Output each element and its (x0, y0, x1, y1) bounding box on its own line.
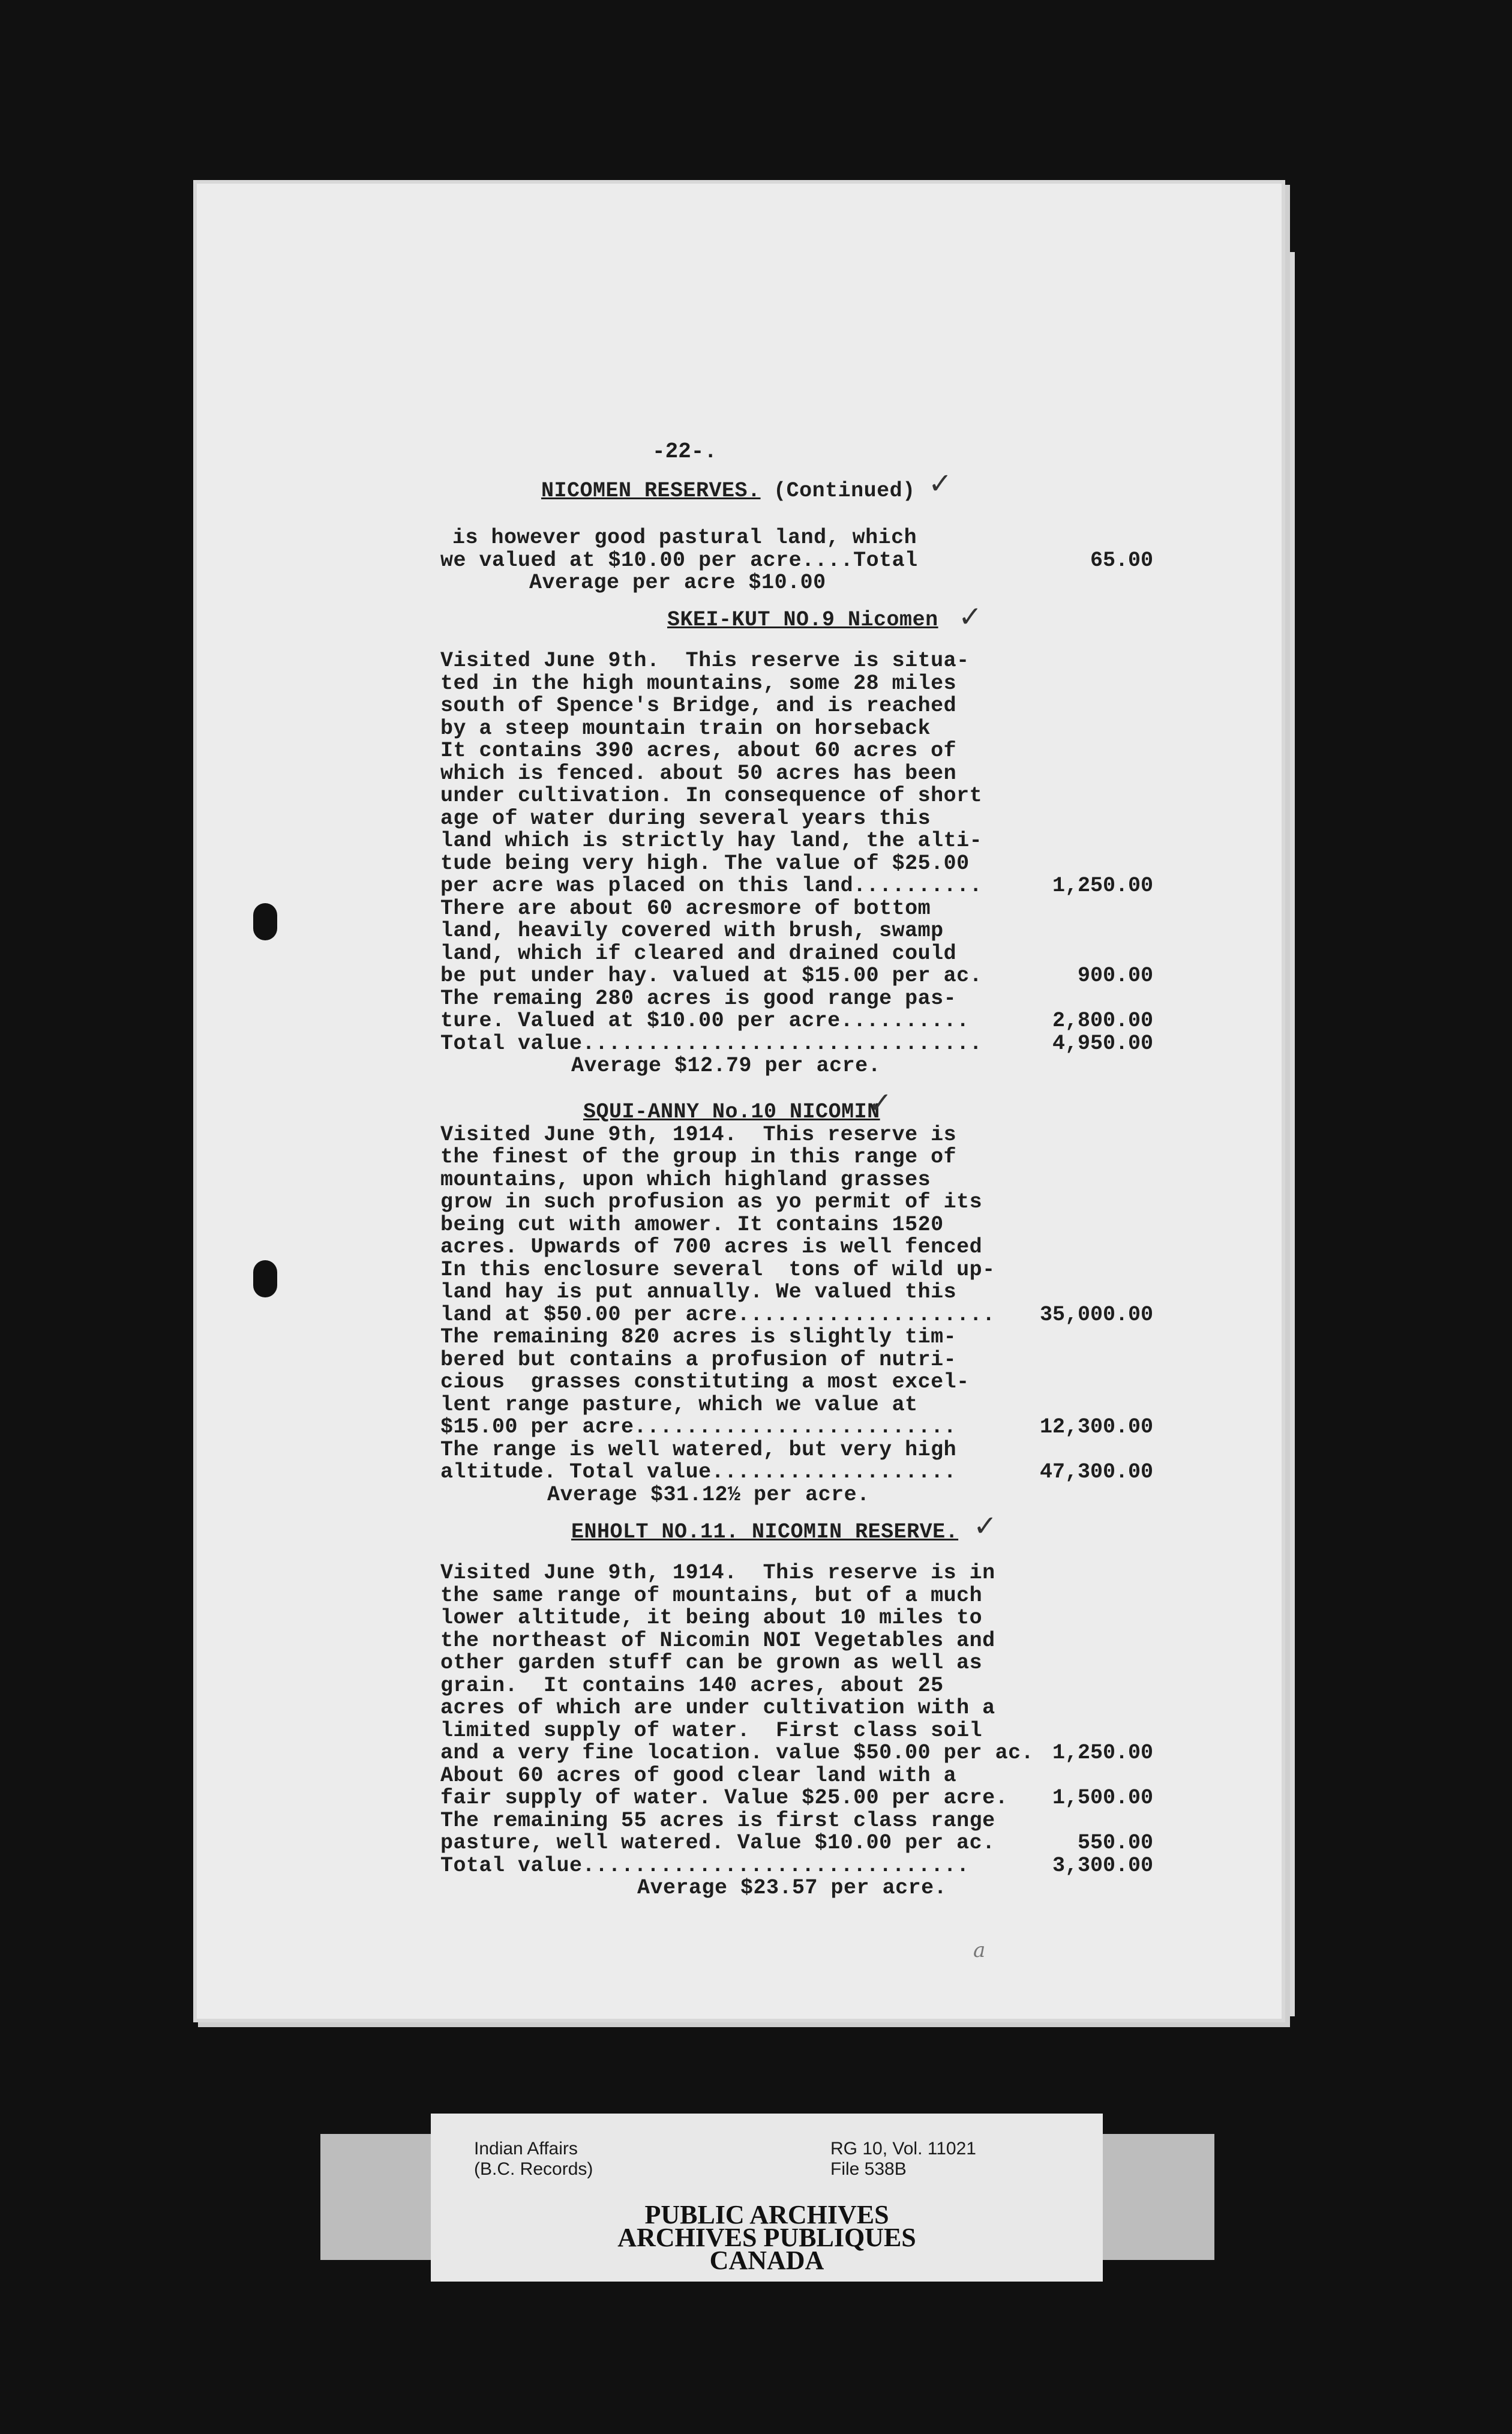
section-line: altitude. Total value................... (440, 1460, 957, 1484)
archive-name-fr: ARCHIVES PUBLIQUES (617, 2223, 916, 2252)
archive-country: CANADA (709, 2246, 824, 2275)
label-tab-left (320, 2134, 434, 2260)
header-title: NICOMEN RESERVES. (Continued) (541, 479, 916, 503)
section-line: other garden stuff can be grown as well as (440, 1651, 983, 1675)
label-tab-right (1100, 2134, 1214, 2260)
archive-label (431, 2114, 1103, 2282)
section-line: cious grasses constituting a most excel- (440, 1370, 970, 1394)
intro-line: we valued at $10.00 per acre....Total (440, 548, 918, 572)
section-line: pasture, well watered. Value $10.00 per ac. (440, 1831, 995, 1855)
section-line: grain. It contains 140 acres, about 25 (440, 1673, 944, 1698)
section-line: Total value............................... (440, 1031, 983, 1056)
section-title: SKEI-KUT NO.9 Nicomen (667, 608, 938, 632)
section-line: land hay is put annually. We valued this (440, 1280, 957, 1304)
section-title: ENHOLT NO.11. NICOMIN RESERVE. (571, 1520, 959, 1544)
section-line: by a steep mountain train on horseback (440, 716, 931, 741)
section-line: The remaining 820 acres is slightly tim- (440, 1325, 957, 1349)
section-line: land, which if cleared and drained could (440, 941, 957, 966)
section-amount: 47,300.00 (1039, 1460, 1153, 1484)
section-line: ture. Valued at $10.00 per acre.......... (440, 1009, 970, 1033)
section-line: bered but contains a profusion of nutri- (440, 1347, 957, 1372)
section-line: the same range of mountains, but of a much (440, 1583, 983, 1608)
section-line: be put under hay. valued at $15.00 per ac. (440, 964, 983, 988)
section-amount: 35,000.00 (1039, 1302, 1153, 1327)
section-line: fair supply of water. Value $25.00 per acre. (440, 1786, 1009, 1810)
section-line: acres of which are under cultivation with a (440, 1696, 995, 1720)
section-line: The range is well watered, but very high (440, 1437, 957, 1462)
section-average: Average $23.57 per acre. (637, 1876, 947, 1900)
section-line: In this enclosure several tons of wild up- (440, 1257, 995, 1282)
section-amount: 12,300.00 (1039, 1415, 1153, 1439)
section-line: limited supply of water. First class soil (440, 1718, 983, 1743)
section-line: and a very fine location. value $50.00 per ac. (440, 1741, 1034, 1765)
section-line: the northeast of Nicomin NOI Vegetables and (440, 1628, 995, 1653)
intro-line: is however good pastural land, which (452, 526, 917, 550)
section-amount: 4,950.00 (1052, 1031, 1153, 1056)
section-line: Visited June 9th, 1914. This reserve is in (440, 1561, 995, 1585)
archive-name-en: PUBLIC ARCHIVES (644, 2200, 889, 2229)
section-amount: 550.00 (1077, 1831, 1153, 1855)
section-line: land which is strictly hay land, the alti- (440, 829, 983, 853)
section-line: The remaining 55 acres is first class range (440, 1808, 995, 1833)
section-line: land, heavily covered with brush, swamp (440, 919, 944, 943)
section-line: There are about 60 acresmore of bottom (440, 896, 931, 921)
section-line: Visited June 9th, 1914. This reserve is (440, 1122, 957, 1147)
section-line: mountains, upon which highland grasses (440, 1167, 931, 1192)
section-line: Total value.............................. (440, 1853, 970, 1878)
section-line: the finest of the group in this range of (440, 1145, 957, 1169)
section-amount: 3,300.00 (1052, 1853, 1153, 1878)
label-file: File 538B (830, 2159, 907, 2179)
checkmark-icon: ✓ (928, 467, 953, 500)
section-line: lower altitude, it being about 10 miles to (440, 1606, 983, 1630)
label-records: (B.C. Records) (474, 2159, 593, 2179)
section-title: SQUI-ANNY No.10 NICOMIN (583, 1100, 880, 1124)
label-record-group: RG 10, Vol. 11021 (830, 2139, 976, 2159)
pencil-mark: a (973, 1938, 986, 1962)
section-average: Average $31.12½ per acre. (547, 1482, 870, 1507)
checkmark-icon: ✓ (868, 1086, 893, 1120)
section-line: ted in the high mountains, some 28 miles (440, 671, 957, 696)
section-line: which is fenced. about 50 acres has been (440, 761, 957, 786)
section-line: lent range pasture, which we value at (440, 1392, 918, 1417)
section-line: About 60 acres of good clear land with a (440, 1763, 957, 1788)
page-number: -22-. (652, 439, 718, 464)
section-line: land at $50.00 per acre.................... (440, 1302, 995, 1327)
document-page (193, 180, 1285, 2022)
intro-average: Average per acre $10.00 (529, 571, 826, 595)
checkmark-icon: ✓ (973, 1509, 998, 1543)
section-line: under cultivation. In consequence of short (440, 784, 983, 808)
section-average: Average $12.79 per acre. (571, 1054, 881, 1078)
section-amount: 2,800.00 (1052, 1009, 1153, 1033)
section-amount: 1,250.00 (1052, 874, 1153, 898)
section-line: tude being very high. The value of $25.00 (440, 851, 970, 876)
section-amount: 1,250.00 (1052, 1741, 1153, 1765)
label-department: Indian Affairs (474, 2139, 578, 2159)
section-line: $15.00 per acre......................... (440, 1415, 957, 1439)
punch-hole (253, 903, 277, 940)
section-line: being cut with amower. It contains 1520 (440, 1212, 944, 1237)
punch-hole (253, 1260, 277, 1297)
section-line: south of Spence's Bridge, and is reached (440, 694, 957, 718)
section-line: It contains 390 acres, about 60 acres of (440, 739, 957, 763)
section-line: per acre was placed on this land.......... (440, 874, 983, 898)
checkmark-icon: ✓ (958, 600, 983, 634)
intro-total-amount: 65.00 (1090, 548, 1153, 572)
section-line: The remaing 280 acres is good range pas- (440, 986, 957, 1011)
section-line: age of water during several years this (440, 806, 931, 831)
section-line: Visited June 9th. This reserve is situa- (440, 649, 970, 673)
section-amount: 1,500.00 (1052, 1786, 1153, 1810)
section-line: acres. Upwards of 700 acres is well fenced (440, 1235, 983, 1259)
section-amount: 900.00 (1077, 964, 1153, 988)
section-line: grow in such profusion as yo permit of its (440, 1190, 983, 1214)
